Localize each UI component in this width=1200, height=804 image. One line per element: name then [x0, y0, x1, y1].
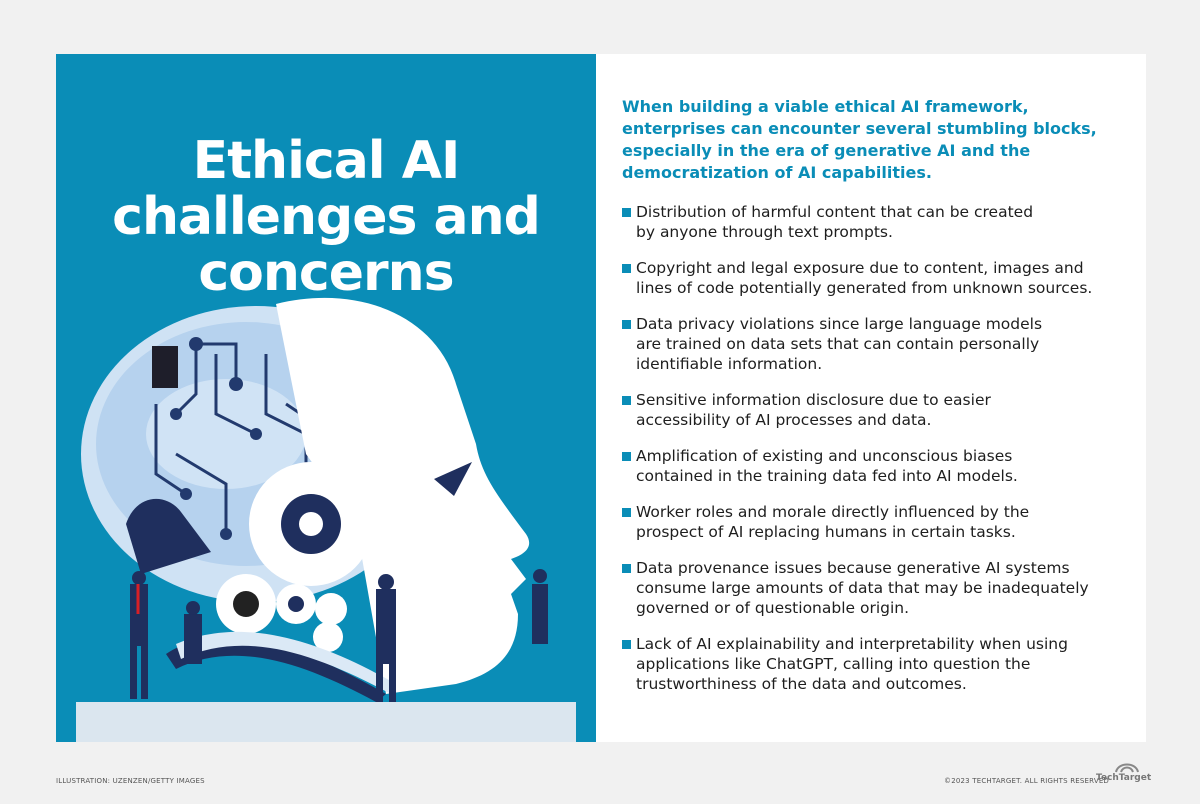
list-item-text: Data privacy violations since large language models are trained on data sets that can contain personally identifiable information.	[636, 315, 1043, 373]
logo-arc-icon	[1112, 758, 1142, 774]
bullet-square-icon	[622, 396, 631, 405]
pedestal-base	[76, 702, 576, 742]
infographic-card	[56, 54, 1146, 742]
concerns-list	[622, 202, 1122, 694]
logo-text: TechTarget	[1096, 773, 1152, 783]
list-item-text: Data provenance issues because generative AI systems consume large amounts of data that may be inadequately governed or of questionable origin.	[636, 559, 1089, 617]
bullet-square-icon	[622, 208, 631, 217]
bullet-square-icon	[622, 320, 631, 329]
main-title	[56, 130, 596, 303]
title-line: Ethical AI	[192, 130, 460, 191]
bullet-square-icon	[622, 564, 631, 573]
list-item	[622, 634, 1122, 694]
techtarget-logo	[1096, 758, 1152, 786]
bullet-square-icon	[622, 508, 631, 517]
list-item-text: Worker roles and morale directly influenced by the prospect of AI replacing humans in certain tasks.	[636, 503, 1030, 541]
list-item	[622, 202, 1122, 242]
list-item	[622, 390, 1122, 430]
content-panel	[622, 96, 1122, 710]
list-item	[622, 502, 1122, 542]
bullet-square-icon	[622, 452, 631, 461]
illustration-panel	[56, 54, 596, 742]
list-item	[622, 258, 1122, 298]
list-item-text: Lack of AI explainability and interpretability when using applications like ChatGPT, calling into question the trustworthiness of the data and outcomes.	[636, 635, 1068, 693]
copyright-notice: ©2023 TECHTARGET. ALL RIGHTS RESERVED	[944, 777, 1110, 785]
large-gear	[249, 462, 373, 586]
list-item-text: Amplification of existing and unconscious biases contained in the training data fed into AI models.	[636, 447, 1018, 485]
list-item	[622, 314, 1122, 374]
list-item	[622, 446, 1122, 486]
illustration-credit: ILLUSTRATION: UZENZEN/GETTY IMAGES	[56, 777, 205, 785]
list-item-text: Distribution of harmful content that can be created by anyone through text prompts.	[636, 203, 1034, 241]
list-item-text: Sensitive information disclosure due to easier accessibility of AI processes and data.	[636, 391, 991, 429]
title-line: challenges and	[112, 186, 540, 247]
bullet-square-icon	[622, 640, 631, 649]
list-item	[622, 558, 1122, 618]
bullet-square-icon	[622, 264, 631, 273]
list-item-text: Copyright and legal exposure due to content, images and lines of code potentially generated from unknown sources.	[636, 259, 1093, 297]
intro-text: When building a viable ethical AI framework, enterprises can encounter several stumbling blocks, especially in the era of generative AI and the democratization of AI capabilities.	[622, 97, 1097, 182]
title-line: concerns	[198, 242, 454, 303]
